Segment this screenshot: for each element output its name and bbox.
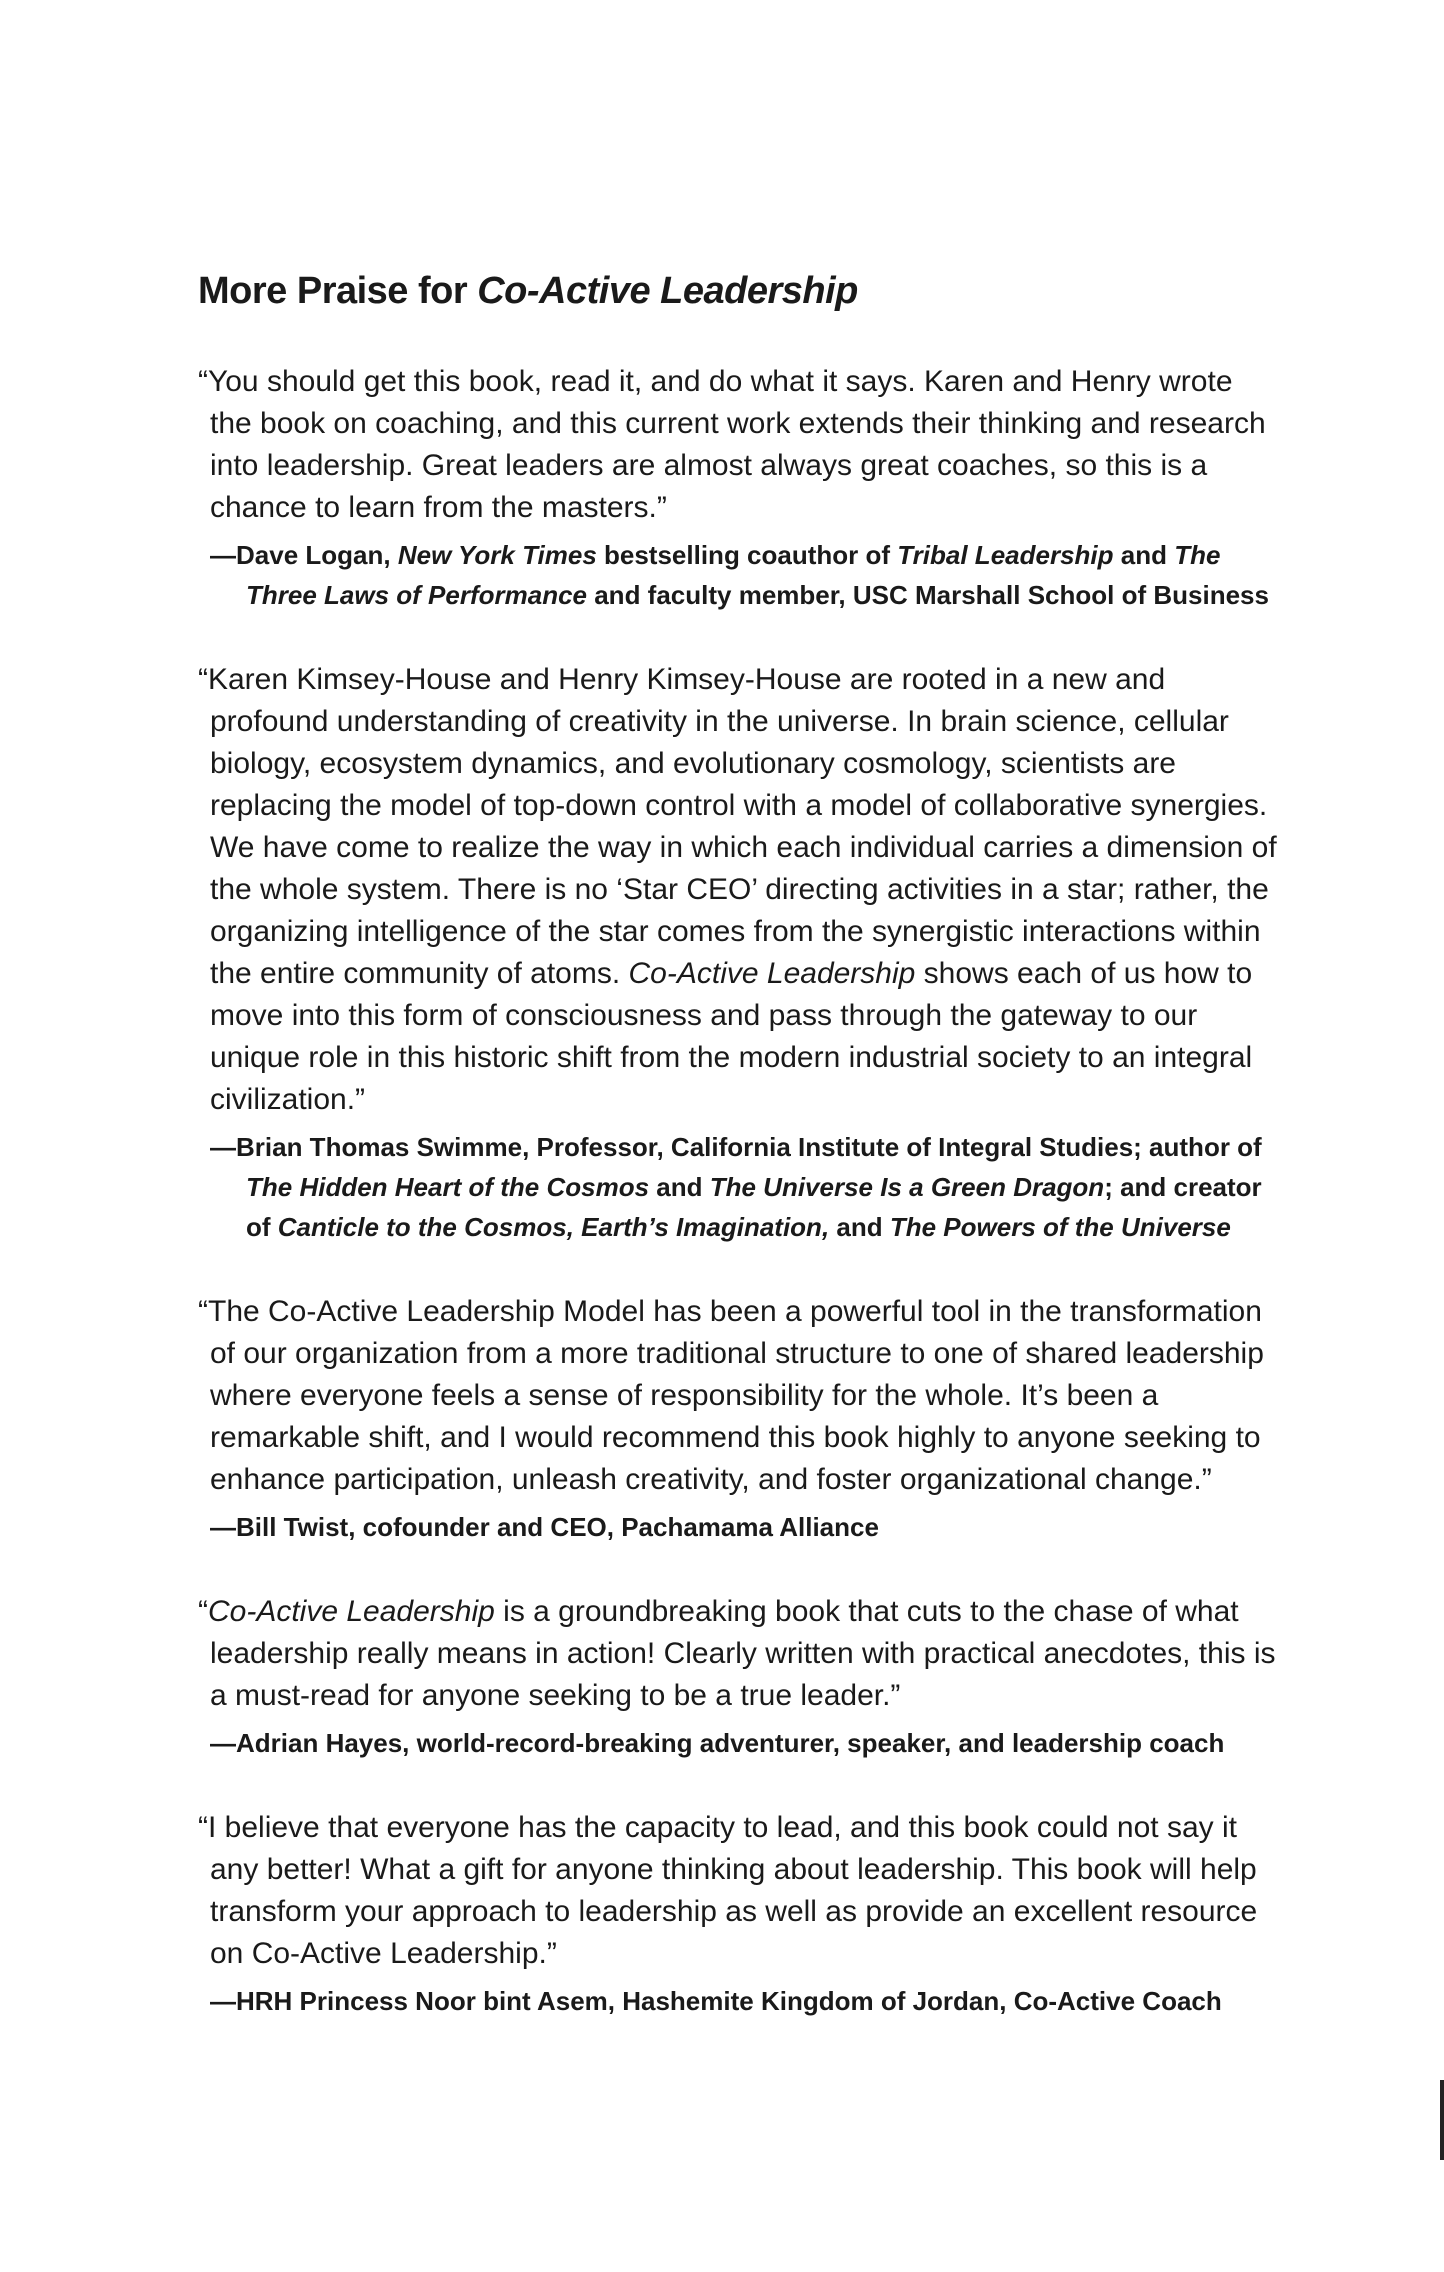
praise-quote-3 bbox=[198, 1291, 1278, 1547]
quote-attribution: —Brian Thomas Swimme, Professor, California Institute of Integral Studies; author of The Hidden Heart of the Cosmos and The Universe Is a Green Dragon; and creator of Canticle to the Cosmos, Earth’s Imagination, and The Powers of the Universe bbox=[210, 1132, 1262, 1242]
praise-page bbox=[198, 270, 1278, 2065]
quote-text: “You should get this book, read it, and do what it says. Karen and Henry wrote the book on coaching, and this current work extends their thinking and research into leadership. Great leaders are almost always great coaches, so this is a chance to learn from the masters.” bbox=[198, 365, 1266, 524]
praise-quote-4 bbox=[198, 1591, 1278, 1763]
quote-text: “Karen Kimsey-House and Henry Kimsey-House are rooted in a new and profound understanding of creativity in the universe. In brain science, cellular biology, ecosystem dynamics, and evolutionary cosmology, scientists are replacing the model of top-down control with a model of collaborative synergies. We have come to realize the way in which each individual carries a dimension of the whole system. There is no ‘Star CEO’ directing activities in a star; rather, the organizing intelligence of the star comes from the synergistic interactions within the entire community of atoms. Co-Active Leadership shows each of us how to move into this form of consciousness and pass through the gateway to our unique role in this historic shift from the modern industrial society to an integral civilization.” bbox=[198, 663, 1277, 1116]
quote-attribution: —Bill Twist, cofounder and CEO, Pachamama Alliance bbox=[210, 1512, 879, 1542]
praise-quote-5 bbox=[198, 1807, 1278, 2021]
praise-quote-2 bbox=[198, 659, 1278, 1247]
quote-text: “Co-Active Leadership is a groundbreaking book that cuts to the chase of what leadership really means in action! Clearly written with practical anecdotes, this is a must-read for anyone seeking to be a true leader.” bbox=[198, 1595, 1276, 1712]
page-edge-mark bbox=[1440, 2080, 1444, 2160]
heading-book-title: Co-Active Leadership bbox=[477, 270, 858, 312]
quote-attribution: —Adrian Hayes, world-record-breaking adventurer, speaker, and leadership coach bbox=[210, 1728, 1225, 1758]
page-heading bbox=[198, 270, 1278, 313]
praise-quote-1 bbox=[198, 361, 1278, 615]
heading-prefix: More Praise for bbox=[198, 270, 478, 312]
quote-attribution: —Dave Logan, New York Times bestselling coauthor of Tribal Leadership and The Three Laws of Performance and faculty member, USC Marshall School of Business bbox=[210, 540, 1269, 610]
quote-text: “I believe that everyone has the capacity to lead, and this book could not say it any better! What a gift for anyone thinking about leadership. This book will help transform your approach to leadership as well as provide an excellent resource on Co-Active Leadership.” bbox=[198, 1811, 1258, 1970]
quote-attribution: —HRH Princess Noor bint Asem, Hashemite Kingdom of Jordan, Co-Active Coach bbox=[210, 1986, 1222, 2016]
quote-text: “The Co-Active Leadership Model has been a powerful tool in the transformation of our organization from a more traditional structure to one of shared leadership where everyone feels a sense of responsibility for the whole. It’s been a remarkable shift, and I would recommend this book highly to anyone seeking to enhance participation, unleash creativity, and foster organizational change.” bbox=[198, 1295, 1264, 1496]
